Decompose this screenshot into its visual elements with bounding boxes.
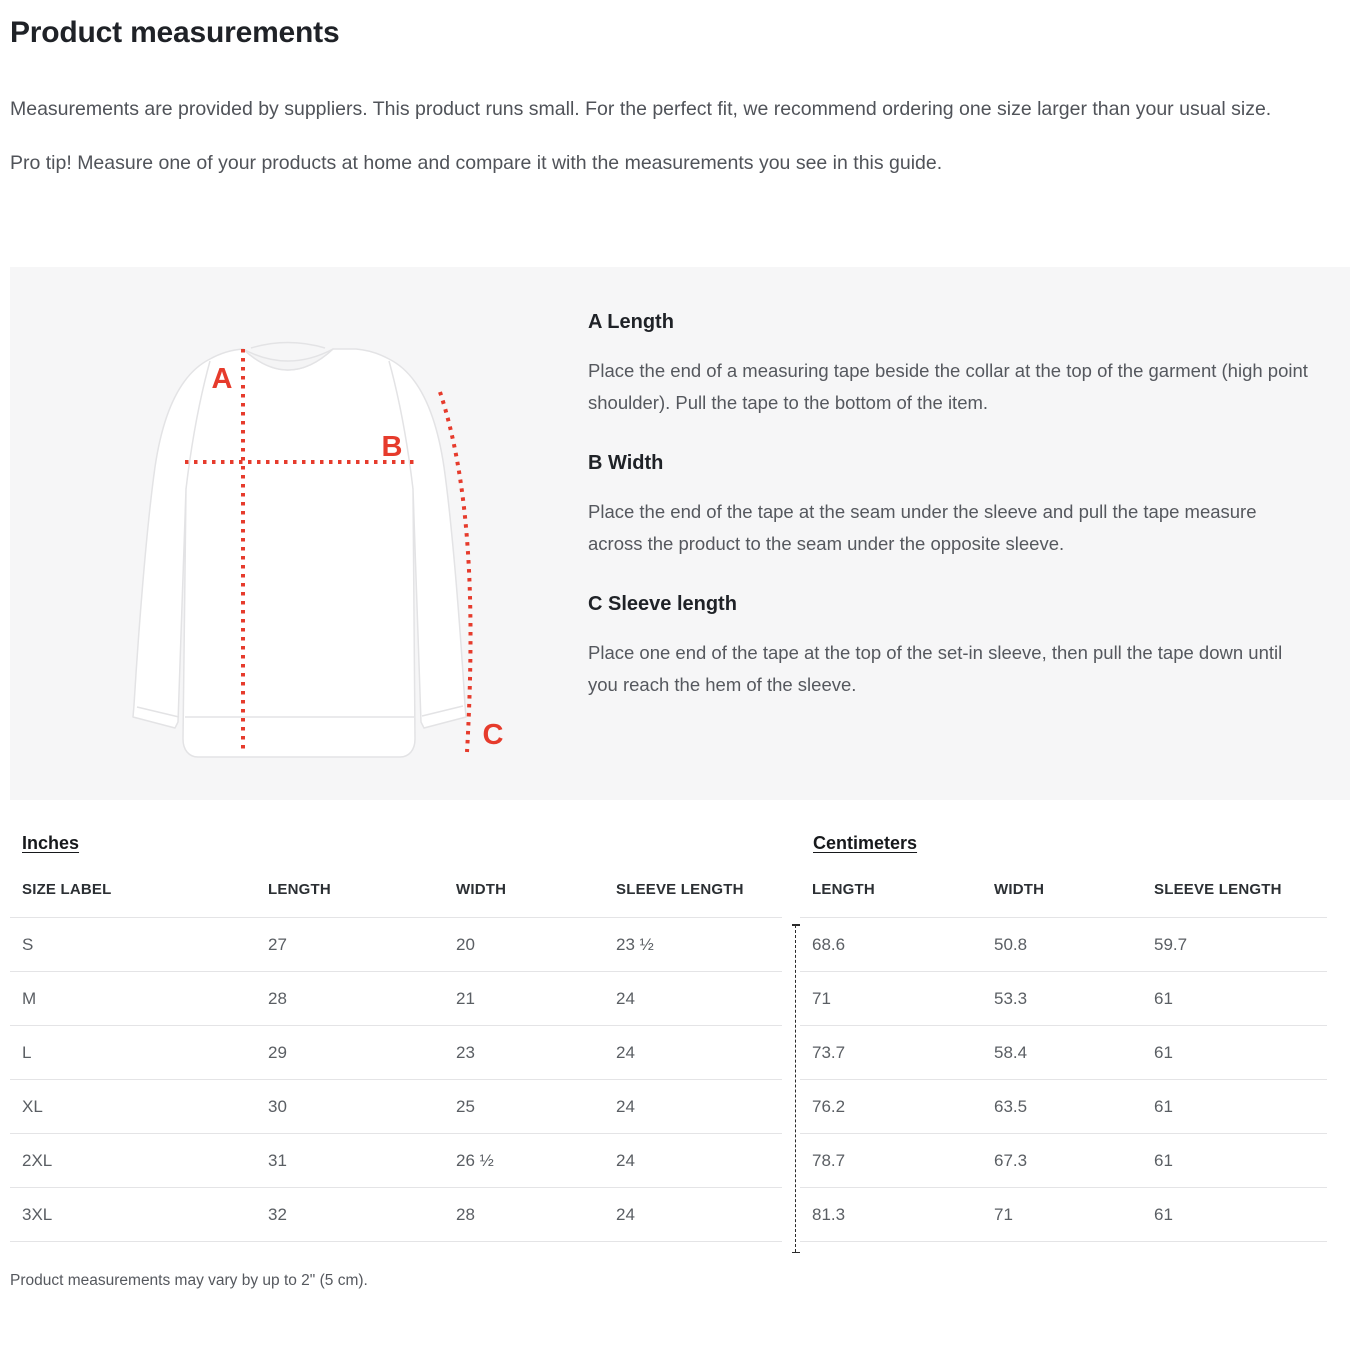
section-sleeve-body: Place one end of the tape at the top of the set-in sleeve, then pull the tape down until you reach the hem of the sleeve. [588, 642, 1283, 695]
table-cell: 59.7 [1154, 918, 1327, 972]
sweatshirt-diagram [130, 337, 550, 777]
label-b: B [381, 431, 403, 463]
table-cell: L [10, 1026, 268, 1080]
table-row [10, 1026, 782, 1080]
column-header: SIZE LABEL [22, 881, 112, 898]
section-length-heading: A Length [588, 311, 674, 333]
centimeters-header-row [800, 881, 1327, 918]
measurement-guide-panel [10, 267, 1350, 800]
table-row [800, 1026, 1327, 1080]
table-cell: 28 [456, 1188, 616, 1242]
section-sleeve-heading: C Sleeve length [588, 593, 737, 615]
table-row [800, 972, 1327, 1026]
label-a: A [211, 363, 233, 395]
page-title: Product measurements [10, 16, 340, 49]
table-cell: 29 [268, 1026, 456, 1080]
table-row [800, 1080, 1327, 1134]
inches-header-row [10, 881, 782, 918]
table-cell: 76.2 [800, 1080, 994, 1134]
table-divider-line [795, 925, 796, 1252]
table-cell: 61 [1154, 972, 1327, 1026]
table-row [10, 918, 782, 972]
column-header: SLEEVE LENGTH [616, 881, 744, 898]
table-cell: S [10, 918, 268, 972]
table-cell: 67.3 [994, 1134, 1154, 1188]
section-width-body: Place the end of the tape at the seam under the sleeve and pull the tape measure across the product to the seam under the opposite sleeve. [588, 501, 1257, 554]
pro-tip-text: Pro tip! Measure one of your products at home and compare it with the measurements you see in this guide. [10, 152, 943, 174]
table-cell: 58.4 [994, 1026, 1154, 1080]
sweatshirt-diagram-image [130, 337, 550, 777]
table-row [10, 1188, 782, 1242]
table-cell: 81.3 [800, 1188, 994, 1242]
table-row [800, 918, 1327, 972]
table-cell: 63.5 [994, 1080, 1154, 1134]
label-c: C [482, 719, 504, 751]
table-cell: 50.8 [994, 918, 1154, 972]
table-cell: 25 [456, 1080, 616, 1134]
table-cell: 61 [1154, 1080, 1327, 1134]
table-cell: 27 [268, 918, 456, 972]
table-cell: 61 [1154, 1026, 1327, 1080]
table-cell: 23 ½ [616, 918, 782, 972]
measurement-instructions [588, 311, 1314, 701]
table-cell: 32 [268, 1188, 456, 1242]
intro-text: Measurements are provided by suppliers. This product runs small. For the perfect fit, we recommend ordering one size larger than your usual size. [10, 98, 1272, 120]
section-width-heading: B Width [588, 452, 664, 474]
table-cell: XL [10, 1080, 268, 1134]
table-cell: 24 [616, 972, 782, 1026]
column-header: LENGTH [268, 881, 331, 898]
table-cell: 68.6 [800, 918, 994, 972]
centimeters-table [800, 881, 1327, 1242]
table-cell: 24 [616, 1026, 782, 1080]
table-cell: 20 [456, 918, 616, 972]
table-cell: 21 [456, 972, 616, 1026]
table-cell: 53.3 [994, 972, 1154, 1026]
section-length-body: Place the end of a measuring tape beside the collar at the top of the garment (high point shoulder). Pull the tape to the bottom of the item. [588, 360, 1308, 413]
column-header: LENGTH [812, 881, 875, 898]
measurement-variance-note: Product measurements may vary by up to 2" (5 cm). [10, 1272, 368, 1289]
table-cell: 28 [268, 972, 456, 1026]
table-row [10, 1134, 782, 1188]
table-cell: 71 [994, 1188, 1154, 1242]
table-cell: 24 [616, 1134, 782, 1188]
table-cell: 23 [456, 1026, 616, 1080]
column-header: WIDTH [994, 881, 1045, 898]
table-cell: 26 ½ [456, 1134, 616, 1188]
inches-toggle[interactable]: Inches [22, 833, 80, 853]
table-cell: 71 [800, 972, 994, 1026]
inches-table-block [10, 833, 782, 1242]
table-row [800, 1188, 1327, 1242]
table-cell: 78.7 [800, 1134, 994, 1188]
column-header: SLEEVE LENGTH [1154, 881, 1282, 898]
table-cell: 61 [1154, 1188, 1327, 1242]
section-width [588, 452, 1314, 560]
table-cell: 2XL [10, 1134, 268, 1188]
table-cell: 24 [616, 1188, 782, 1242]
table-cell: 3XL [10, 1188, 268, 1242]
table-cell: 24 [616, 1080, 782, 1134]
sweatshirt-body-shape [133, 349, 466, 757]
column-header: WIDTH [456, 881, 507, 898]
centimeters-toggle[interactable]: Centimeters [813, 833, 918, 853]
section-length [588, 311, 1314, 419]
table-cell: 73.7 [800, 1026, 994, 1080]
section-sleeve-length [588, 593, 1314, 701]
centimeters-table-block [800, 833, 1327, 1242]
table-row [800, 1134, 1327, 1188]
inches-table [10, 881, 782, 1242]
table-row [10, 1080, 782, 1134]
table-cell: 31 [268, 1134, 456, 1188]
table-row [10, 972, 782, 1026]
table-cell: M [10, 972, 268, 1026]
table-cell: 30 [268, 1080, 456, 1134]
table-cell: 61 [1154, 1134, 1327, 1188]
collar-back-seam [251, 343, 325, 349]
